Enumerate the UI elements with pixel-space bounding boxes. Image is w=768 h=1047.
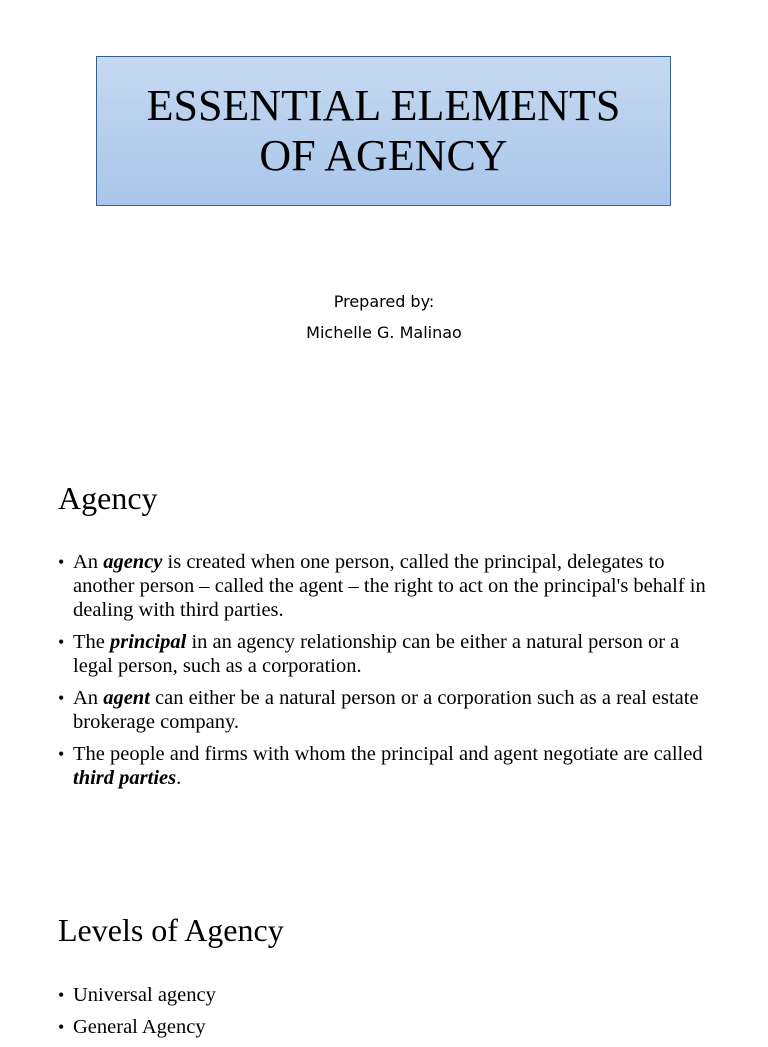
- bullet-item: [58, 550, 714, 622]
- bullet-keyword: agency: [103, 551, 163, 573]
- author-name: Michelle G. Malinao: [306, 323, 462, 342]
- bullet-icon: •: [58, 552, 65, 572]
- bullet-icon: •: [58, 744, 65, 764]
- bullet-item: [58, 742, 714, 790]
- levels-slide: [0, 864, 768, 1038]
- bullet-text-pre: The people and firms with whom the principal and agent negotiate are called: [73, 743, 703, 765]
- prepared-by-label: Prepared by:: [333, 292, 435, 311]
- bullet-item: [58, 983, 714, 1007]
- slide-title: [147, 81, 621, 181]
- bullet-text-post: .: [176, 767, 182, 789]
- bullet-keyword: principal: [110, 631, 187, 653]
- bullet-text: Universal agency: [73, 984, 216, 1006]
- bullet-item: [58, 1015, 714, 1039]
- bullet-text-post: in an agency relationship can be either a natural person or a legal person, such as a corporation.: [73, 631, 680, 677]
- slide-heading: Levels of Agency: [58, 912, 284, 948]
- title-slide: [0, 0, 768, 432]
- title-line-1: ESSENTIAL ELEMENTS: [146, 81, 621, 130]
- bullet-icon: •: [58, 985, 65, 1005]
- title-line-2: OF AGENCY: [259, 131, 508, 180]
- bullet-text-pre: The: [73, 631, 110, 653]
- bullet-item: [58, 686, 714, 734]
- bullet-icon: •: [58, 632, 65, 652]
- slide-heading: Agency: [58, 480, 158, 516]
- bullet-list: [58, 550, 714, 798]
- bullet-text-pre: An: [73, 551, 104, 573]
- bullet-list: [58, 983, 714, 1047]
- bullet-keyword: third parties: [73, 767, 177, 789]
- bullet-text-pre: An: [73, 687, 104, 709]
- bullet-text: General Agency: [73, 1016, 206, 1038]
- bullet-icon: •: [58, 1017, 65, 1037]
- title-box: [96, 56, 671, 206]
- agency-slide: [0, 432, 768, 864]
- bullet-item: [58, 630, 714, 678]
- bullet-icon: •: [58, 688, 65, 708]
- bullet-text-post: is created when one person, called the principal, delegates to another person – called the agent – the right to act on the principal's behalf in dealing with third parties.: [73, 551, 706, 621]
- bullet-keyword: agent: [103, 687, 150, 709]
- bullet-text-post: can either be a natural person or a corporation such as a real estate brokerage company.: [73, 687, 699, 733]
